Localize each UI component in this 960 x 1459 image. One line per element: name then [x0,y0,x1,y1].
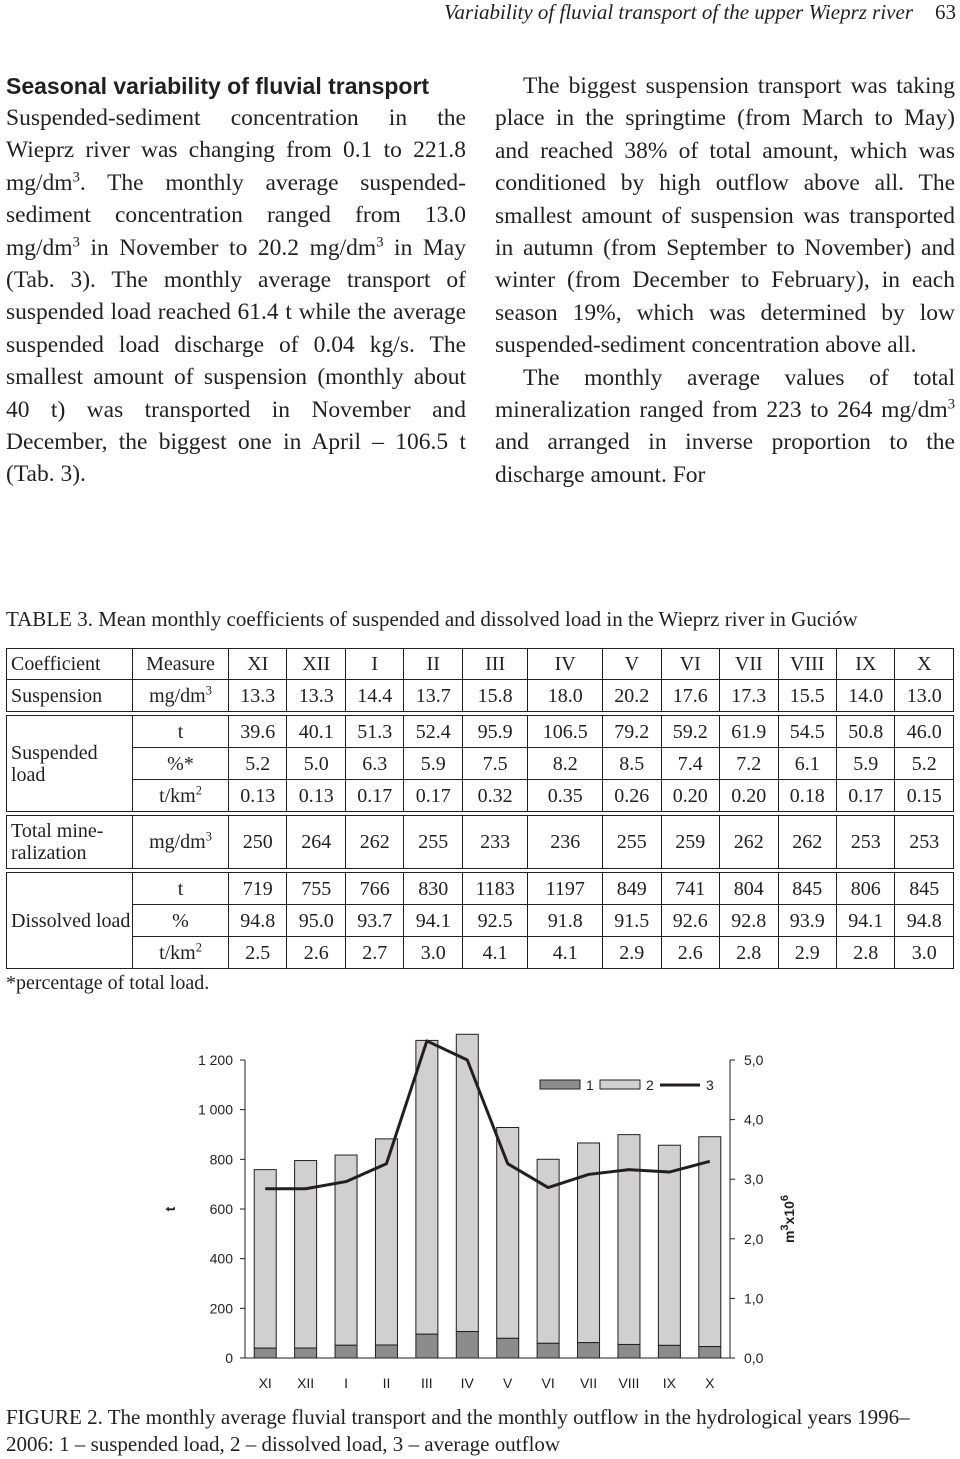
table-row [7,748,954,780]
value-cell: 94.8 [895,905,954,937]
value-cell: 845 [895,873,954,905]
value-cell: 15.5 [778,680,836,712]
data-table [6,648,954,969]
suspended-load-bar [497,1338,519,1358]
legend-label-1: 1 [586,1077,594,1093]
measure-cell: %* [133,748,229,780]
right-axis-label: $m^3x10^6$ [779,1194,797,1244]
x-tick-label: V [503,1375,513,1391]
value-cell: 59.2 [661,716,719,748]
suspended-load-bar [416,1334,438,1358]
value-cell: 0.13 [287,780,345,812]
value-cell: 2.9 [778,937,836,969]
value-cell: 5.0 [287,748,345,780]
table-row [7,873,954,905]
left-tick-label: 0 [225,1350,233,1366]
value-cell: 0.13 [229,780,287,812]
value-cell: 253 [837,816,895,869]
legend-label-3: 3 [706,1077,714,1093]
value-cell: 13.7 [404,680,462,712]
table-row [7,716,954,748]
value-cell: 830 [404,873,462,905]
value-cell: 0.20 [720,780,778,812]
value-cell: 8.2 [528,748,603,780]
suspended-load-bar [658,1345,680,1358]
dissolved-load-bar [699,1137,721,1347]
suspended-load-bar [254,1348,276,1358]
value-cell: 2.6 [287,937,345,969]
value-cell: 1183 [462,873,527,905]
left-tick-label: 200 [209,1300,233,1317]
table-row [7,680,954,712]
value-cell: 79.2 [603,716,661,748]
value-cell: 1197 [528,873,603,905]
value-cell: 94.1 [404,905,462,937]
value-cell: 0.35 [528,780,603,812]
value-cell: 264 [287,816,345,869]
value-cell: 7.4 [661,748,719,780]
table-header-cell: VII [720,649,778,680]
average-outflow-line [265,1041,710,1189]
suspended-load-bar [578,1343,600,1358]
value-cell: 262 [778,816,836,869]
right-tick-label: 5,0 [744,1052,764,1068]
value-cell: 95.0 [287,905,345,937]
value-cell: 0.17 [404,780,462,812]
suspended-load-bar [295,1348,317,1358]
value-cell: 719 [229,873,287,905]
value-cell: 5.2 [895,748,954,780]
left-tick-label: 400 [209,1250,233,1267]
value-cell: 54.5 [778,716,836,748]
value-cell: 0.32 [462,780,527,812]
value-cell: 14.0 [837,680,895,712]
suspended-load-bar [335,1345,357,1358]
table-header-cell: Measure [133,649,229,680]
left-tick-label: 800 [209,1151,233,1168]
value-cell: 741 [661,873,719,905]
table-row [7,905,954,937]
value-cell: 250 [229,816,287,869]
table-header-cell: V [603,649,661,680]
right-tick-label: 1,0 [744,1290,764,1307]
table-row [7,816,954,869]
value-cell: 755 [287,873,345,905]
measure-cell: t [133,873,229,905]
measure-cell: $t/km^2$ [133,780,229,812]
value-cell: 0.20 [661,780,719,812]
table-header-cell: Coefficient [7,649,133,680]
value-cell: 14.4 [345,680,403,712]
value-cell: 236 [528,816,603,869]
measure-cell: t [133,716,229,748]
value-cell: 6.1 [778,748,836,780]
value-cell: 262 [345,816,403,869]
x-tick-label: IV [460,1375,474,1391]
x-tick-label: III [421,1375,433,1391]
value-cell: 92.5 [462,905,527,937]
x-tick-label: VI [541,1375,555,1391]
value-cell: 20.2 [603,680,661,712]
figure-caption: FIGURE 2. The monthly average fluvial transport and the monthly outflow in the hydrological years 1996–2006: 1 – suspended load, 2 – dissolved load, 3 – average outflow [6,1405,910,1456]
value-cell: 0.26 [603,780,661,812]
running-head-title: Variability of fluvial transport of the upper Wieprz river [444,0,913,24]
suspended-load-bar [537,1343,559,1358]
value-cell: 92.8 [720,905,778,937]
value-cell: 52.4 [404,716,462,748]
value-cell: 804 [720,873,778,905]
legend-label-2: 2 [646,1077,654,1093]
value-cell: 92.6 [661,905,719,937]
value-cell: 2.8 [837,937,895,969]
right-tick-label: 4,0 [744,1111,764,1128]
value-cell: 845 [778,873,836,905]
suspended-load-bar [375,1345,397,1358]
value-cell: 0.15 [895,780,954,812]
right-column [495,70,955,491]
value-cell: 0.18 [778,780,836,812]
value-cell: 93.9 [778,905,836,937]
right-tick-label: 2,0 [744,1230,764,1247]
value-cell: 15.8 [462,680,527,712]
value-cell: 106.5 [528,716,603,748]
right-tick-label: 0,0 [744,1350,764,1366]
x-tick-label: XI [258,1375,272,1391]
dissolved-load-bar [497,1127,519,1338]
table-footnote: *percentage of total load. [6,972,210,994]
value-cell: 849 [603,873,661,905]
measure-cell: $t/km^2$ [133,937,229,969]
section-title: Seasonal variability of fluvial transport [6,73,430,99]
table-caption: TABLE 3. Mean monthly coefficients of suspended and dissolved load in the Wieprz river in Guciów [6,607,858,631]
value-cell: 255 [404,816,462,869]
table-header-cell: X [895,649,954,680]
value-cell: 766 [345,873,403,905]
table-row [7,937,954,969]
value-cell: 13.0 [895,680,954,712]
value-cell: 2.8 [720,937,778,969]
fluvial-transport-chart [140,1030,820,1400]
value-cell: 13.3 [229,680,287,712]
table-header-cell: XII [287,649,345,680]
table-header-cell: IX [837,649,895,680]
running-head [0,0,956,24]
value-cell: 4.1 [462,937,527,969]
measure-cell: % [133,905,229,937]
dissolved-load-bar [658,1145,680,1345]
left-axis-label: t [162,1206,178,1212]
value-cell: 6.3 [345,748,403,780]
row-label: Suspension [7,680,133,712]
x-tick-label: X [705,1375,715,1391]
right-paragraph-2: The monthly average values of total mineralization ranged from 223 to 264 $mg/dm^3$ and arranged in inverse proportion to the discharge amount. For [495,364,955,488]
left-paragraph: Suspended-sediment concentration in the Wieprz river was changing from 0.1 to 221.8 $mg/dm^3$. The monthly average suspended-sediment concentration ranged from 13.0 $mg/dm^3$ in November to 20.2 $mg/dm^3$ in May (Tab. 3). The monthly average transport of suspended load reached 61.4 t while the average suspended load discharge of 0.04 kg/s. The smallest amount of suspension (monthly about 40 t) was transported in November and December, the biggest one in April – 106.5 t (Tab. 3). [6,105,466,488]
value-cell: 5.9 [404,748,462,780]
value-cell: 259 [661,816,719,869]
value-cell: 3.0 [895,937,954,969]
value-cell: 50.8 [837,716,895,748]
x-tick-label: IX [662,1375,676,1391]
value-cell: 262 [720,816,778,869]
value-cell: 61.9 [720,716,778,748]
row-label: Total mine- ralization [7,816,133,869]
value-cell: 2.6 [661,937,719,969]
table-header-cell: I [345,649,403,680]
value-cell: 95.9 [462,716,527,748]
legend-swatch-1 [540,1080,580,1089]
left-tick-label: 1 000 [197,1101,233,1118]
measure-cell: $mg/dm^3$ [133,816,229,869]
dissolved-load-bar [618,1135,640,1345]
value-cell: 51.3 [345,716,403,748]
value-cell: 91.8 [528,905,603,937]
value-cell: 4.1 [528,937,603,969]
x-tick-label: II [382,1375,391,1391]
value-cell: 253 [895,816,954,869]
value-cell: 8.5 [603,748,661,780]
x-tick-label: XII [297,1375,315,1391]
value-cell: 5.2 [229,748,287,780]
value-cell: 233 [462,816,527,869]
left-column [6,70,466,491]
value-cell: 0.17 [345,780,403,812]
value-cell: 2.9 [603,937,661,969]
value-cell: 40.1 [287,716,345,748]
value-cell: 91.5 [603,905,661,937]
suspended-load-bar [456,1332,478,1358]
dissolved-load-bar [416,1040,438,1334]
dissolved-load-bar [254,1170,276,1349]
x-tick-label: VIII [618,1375,640,1391]
table-header-cell: VIII [778,649,836,680]
legend-swatch-2 [600,1080,640,1089]
value-cell: 93.7 [345,905,403,937]
table-header-cell: VI [661,649,719,680]
row-label: Suspended load [7,716,133,812]
value-cell: 2.7 [345,937,403,969]
x-tick-label: I [344,1375,348,1391]
value-cell: 17.6 [661,680,719,712]
right-paragraph-1: The biggest suspension transport was taking place in the springtime (from March to May) and reached 38% of total amount, which was conditioned by high outflow above all. The smallest amount of suspension was transported in autumn (from September to November) and winter (from December to February), in each season 19%, which was determined by low suspended-sediment concentration above all. [495,73,955,359]
table-header-row [7,649,954,680]
value-cell: 3.0 [404,937,462,969]
dissolved-load-bar [375,1139,397,1345]
right-tick-label: 3,0 [744,1171,764,1188]
value-cell: 255 [603,816,661,869]
value-cell: 94.1 [837,905,895,937]
left-tick-label: 1 200 [197,1052,233,1068]
value-cell: 0.17 [837,780,895,812]
value-cell: 18.0 [528,680,603,712]
row-label: Dissolved load [7,873,133,969]
value-cell: 39.6 [229,716,287,748]
value-cell: 17.3 [720,680,778,712]
value-cell: 46.0 [895,716,954,748]
table-header-cell: III [462,649,527,680]
value-cell: 2.5 [229,937,287,969]
table-header-cell: II [404,649,462,680]
suspended-load-bar [618,1344,640,1358]
suspended-load-bar [699,1347,721,1358]
x-tick-label: VII [579,1375,598,1391]
value-cell: 806 [837,873,895,905]
table-header-cell: XI [229,649,287,680]
value-cell: 13.3 [287,680,345,712]
left-tick-label: 600 [209,1201,233,1217]
page-number: 63 [935,0,956,24]
value-cell: 5.9 [837,748,895,780]
table-row [7,780,954,812]
measure-cell: $mg/dm^3$ [133,680,229,712]
table-header-cell: IV [528,649,603,680]
value-cell: 7.5 [462,748,527,780]
value-cell: 7.2 [720,748,778,780]
value-cell: 94.8 [229,905,287,937]
